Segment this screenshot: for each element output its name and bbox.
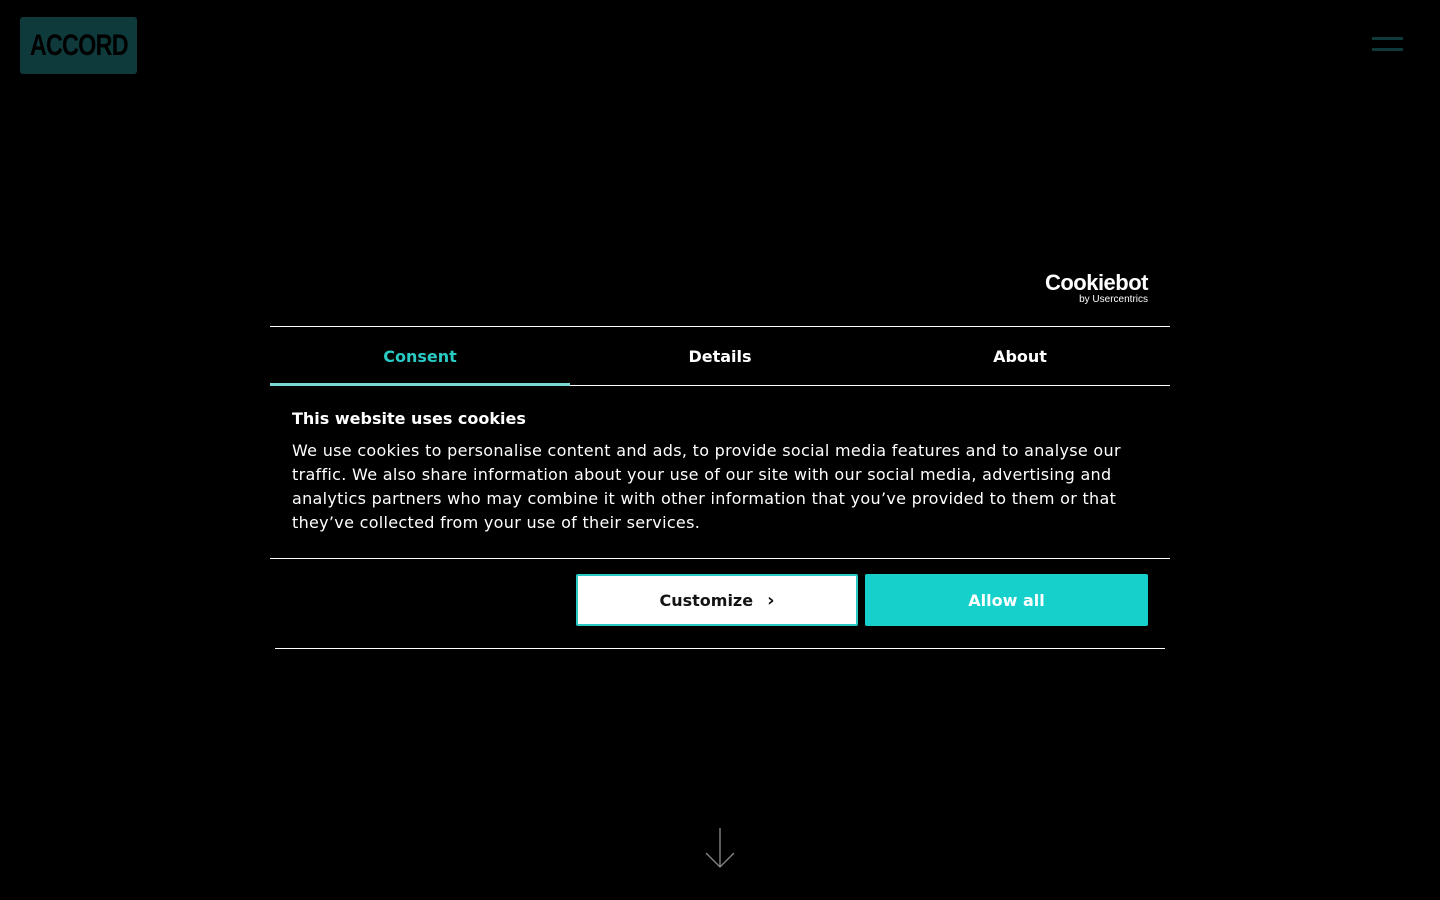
consent-body: We use cookies to personalise content and ads, to provide social media features and to analyse our traffic. We also share information about your use of our site with our social media, advertising and analytics partners who may combine it with other information that you’ve provided to them or that they’ve collected from your use of their services.	[292, 441, 1121, 532]
dialog-tabs	[270, 326, 1170, 386]
customize-button[interactable]	[576, 574, 858, 626]
menu-bar-top	[1372, 37, 1403, 40]
tab-about[interactable]: About	[993, 346, 1047, 366]
dialog-bottom-border	[275, 648, 1165, 649]
arrow-down-icon[interactable]	[704, 826, 736, 870]
tab-consent[interactable]: Consent	[270, 327, 570, 385]
menu-bar-bottom	[1372, 48, 1403, 51]
logo-text: ACCORD	[29, 28, 128, 62]
cookie-consent-dialog	[270, 258, 1170, 650]
allow-all-button[interactable]	[865, 574, 1148, 626]
hamburger-icon[interactable]	[1366, 33, 1410, 59]
consent-heading: This website uses cookies	[292, 409, 526, 428]
customize-label: Customize	[659, 590, 754, 610]
cookiebot-logo[interactable]	[1045, 272, 1148, 305]
tab-details[interactable]: Details	[688, 346, 752, 366]
brand-sub: by Usercentrics	[1079, 294, 1148, 305]
brand-name: Cookiebot	[1044, 270, 1148, 295]
chevron-right-icon: ›	[767, 590, 775, 611]
allow-all-label: Allow all	[968, 590, 1045, 610]
accord-logo[interactable]	[20, 17, 137, 74]
consent-content	[292, 408, 1122, 535]
dialog-divider	[270, 558, 1170, 559]
